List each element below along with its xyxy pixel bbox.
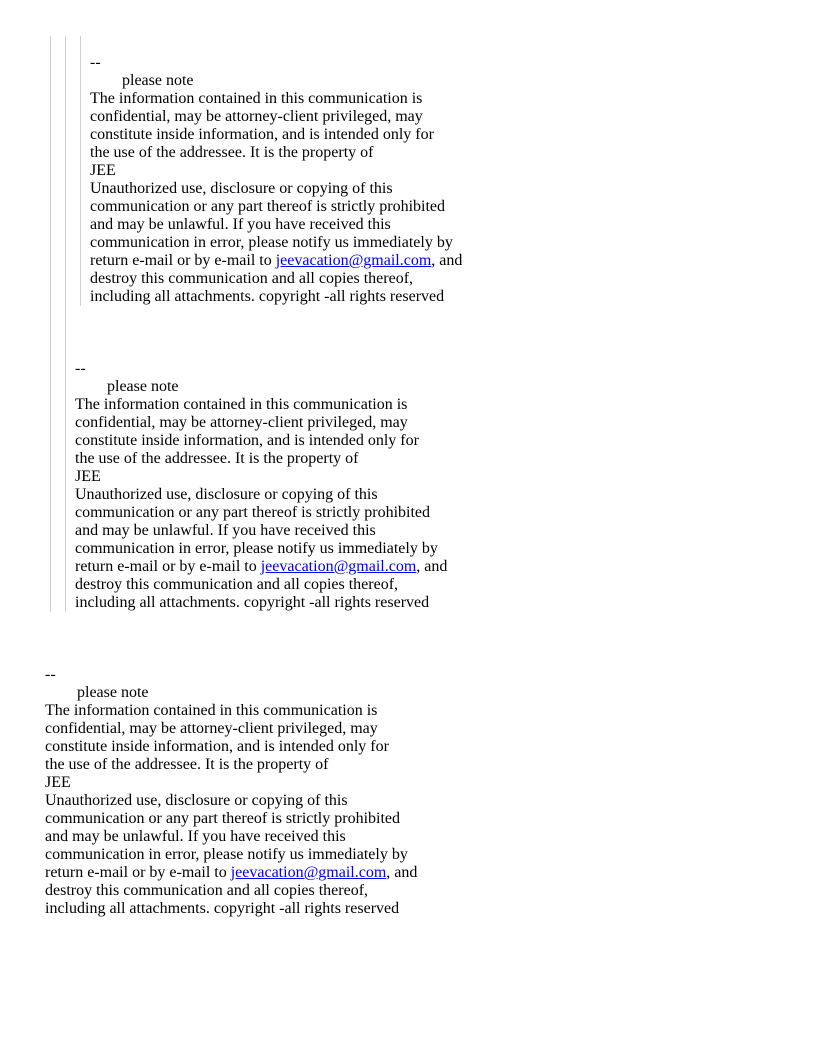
signature-email-line <box>45 864 805 882</box>
signature-line: communication or any part thereof is strictly prohibited <box>75 504 431 521</box>
email-link[interactable]: jeevacation@gmail.com <box>275 252 432 269</box>
signature-email-line <box>90 252 805 270</box>
signature-line: Unauthorized use, disclosure or copying of this <box>45 792 348 809</box>
quoted-block-level-3 <box>80 36 805 306</box>
signature-owner: JEE <box>45 774 71 791</box>
signature-line-suffix: , and <box>416 558 448 575</box>
quoted-block-level-2 <box>65 36 805 612</box>
signature-email-line <box>75 558 805 576</box>
signature-line: and may be unlawful. If you have received this <box>90 216 391 233</box>
email-link[interactable]: jeevacation@gmail.com <box>260 558 417 575</box>
signature-owner: JEE <box>75 468 101 485</box>
signature-line: The information contained in this communication is <box>45 702 378 719</box>
signature-line: confidential, may be attorney-client privileged, may <box>45 720 378 737</box>
email-link[interactable]: jeevacation@gmail.com <box>230 864 387 881</box>
signature-line: communication in error, please notify us immediately by <box>75 540 438 557</box>
signature-block-1 <box>90 54 805 306</box>
signature-block-3 <box>45 666 805 918</box>
signature-line: communication in error, please notify us immediately by <box>45 846 408 863</box>
signature-line: destroy this communication and all copies thereof, <box>90 270 414 287</box>
signature-line: the use of the addressee. It is the property of <box>90 144 374 161</box>
signature-owner: JEE <box>90 162 116 179</box>
quoted-block-level-1 <box>50 36 805 612</box>
signature-line: and may be unlawful. If you have received this <box>75 522 376 539</box>
signature-note: please note <box>107 378 179 395</box>
signature-line: communication or any part thereof is strictly prohibited <box>45 810 401 827</box>
signature-line: and may be unlawful. If you have received this <box>45 828 346 845</box>
signature-block-2 <box>75 360 805 612</box>
signature-dash: -- <box>45 666 56 683</box>
signature-line: constitute inside information, and is intended only for <box>90 126 434 143</box>
signature-note: please note <box>77 684 149 701</box>
signature-line: destroy this communication and all copies thereof, <box>45 882 369 899</box>
signature-line: including all attachments. copyright -all rights reserved <box>75 594 430 611</box>
signature-line: destroy this communication and all copies thereof, <box>75 576 399 593</box>
signature-line: The information contained in this communication is <box>90 90 423 107</box>
email-body <box>45 36 805 918</box>
signature-line-suffix: , and <box>386 864 418 881</box>
signature-line: The information contained in this communication is <box>75 396 408 413</box>
signature-line: communication in error, please notify us immediately by <box>90 234 453 251</box>
signature-line: confidential, may be attorney-client privileged, may <box>90 108 423 125</box>
signature-line-prefix: return e-mail or by e-mail to <box>75 558 261 575</box>
signature-line: Unauthorized use, disclosure or copying of this <box>90 180 393 197</box>
signature-line: including all attachments. copyright -all rights reserved <box>45 900 400 917</box>
signature-line: constitute inside information, and is intended only for <box>45 738 389 755</box>
signature-dash: -- <box>90 54 101 71</box>
signature-note: please note <box>122 72 194 89</box>
signature-line: Unauthorized use, disclosure or copying of this <box>75 486 378 503</box>
signature-line-prefix: return e-mail or by e-mail to <box>90 252 276 269</box>
signature-line: confidential, may be attorney-client privileged, may <box>75 414 408 431</box>
signature-line: the use of the addressee. It is the property of <box>75 450 359 467</box>
signature-line: including all attachments. copyright -all rights reserved <box>90 288 445 305</box>
signature-line: communication or any part thereof is strictly prohibited <box>90 198 446 215</box>
signature-line-suffix: , and <box>431 252 463 269</box>
signature-line-prefix: return e-mail or by e-mail to <box>45 864 231 881</box>
signature-dash: -- <box>75 360 86 377</box>
signature-line: the use of the addressee. It is the property of <box>45 756 329 773</box>
signature-line: constitute inside information, and is intended only for <box>75 432 419 449</box>
